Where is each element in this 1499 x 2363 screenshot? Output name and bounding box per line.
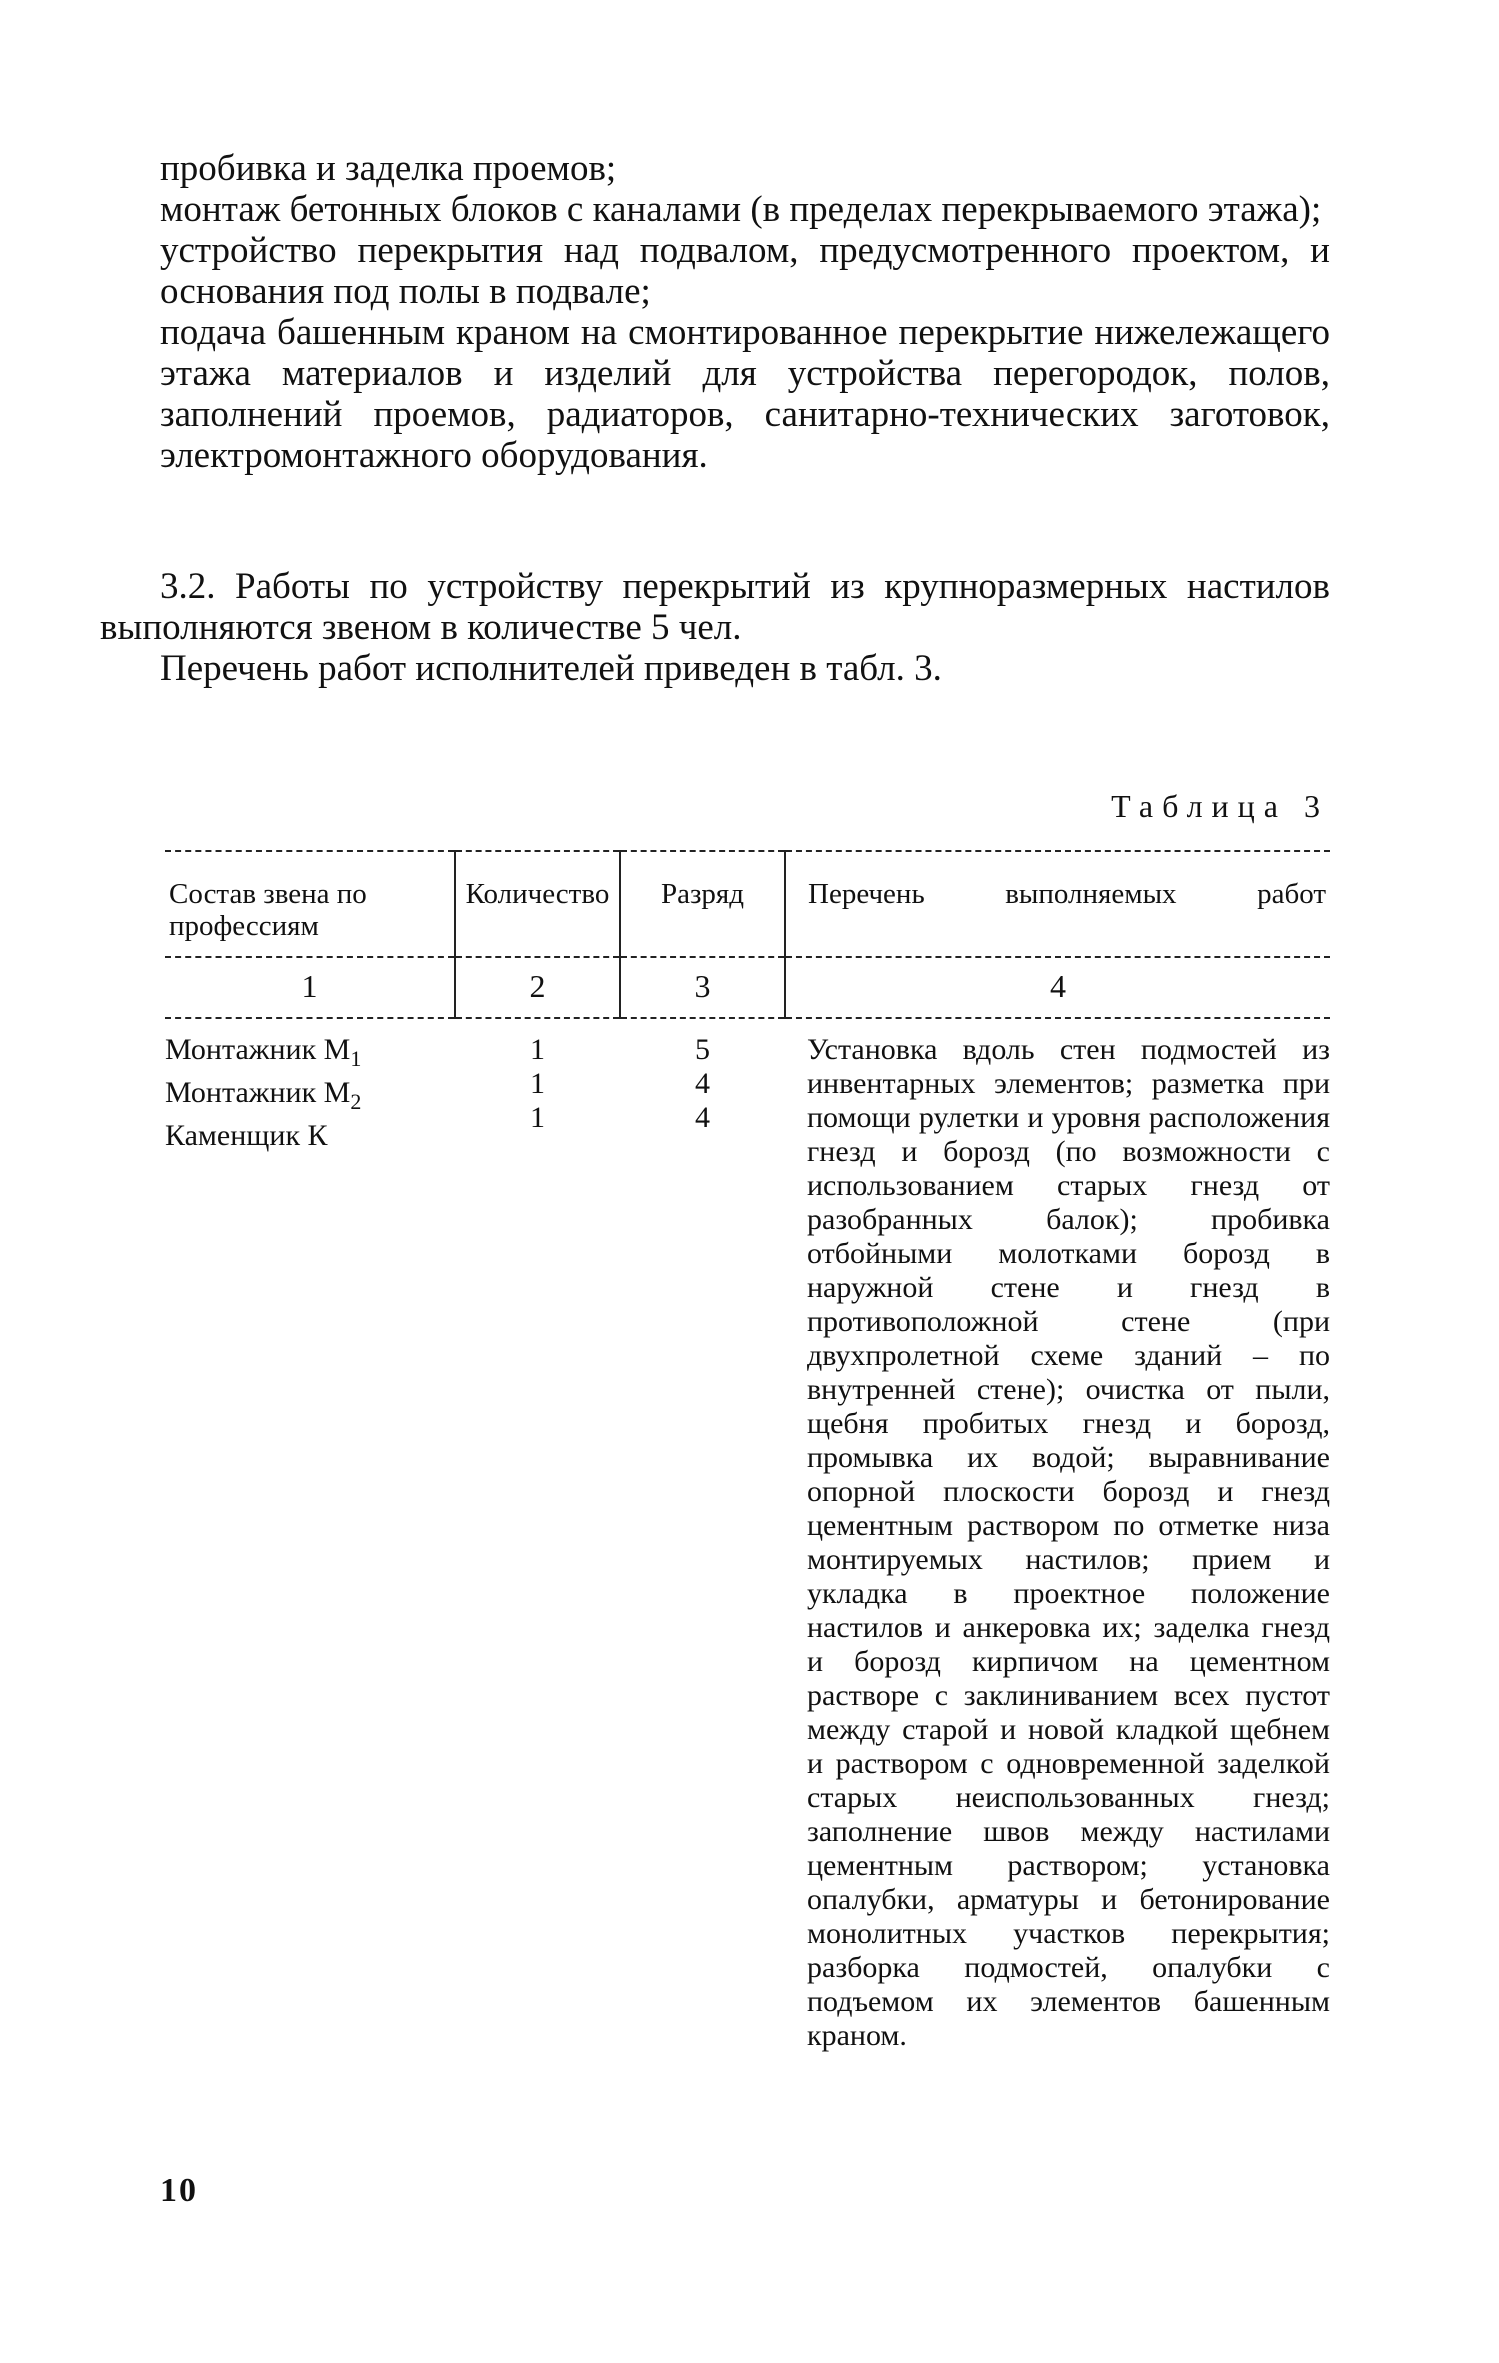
table-row: Монтажник $М_2$	[165, 1076, 362, 1114]
column-number: 1	[165, 957, 455, 1018]
table-reference	[160, 648, 1330, 689]
grade-list	[620, 1018, 785, 2053]
works-description: Установка вдоль стен подмостей из инвентарных элементов; разметка при помощи рулетки и уровня расположения гнезд и борозд (по возможности с использованием старых гнезд от разобранных балок); пробивка отбойными молотками борозд в наружной стене и гнезд в противоположной стене (при двухпролетной схеме зданий – по внутренней стене); очистка от пыли, щебня пробитых гнезд и борозд, промывка их водой; выравнивание опорной плоскости борозд и гнезд цементным раствором по отметке низа монтируемых настилов; прием и укладка в проектное положение настилов и анкеровка их; заделка гнезд и борозд кирпичом на цементном растворе с заклиниванием всех пустот между старой и новой кладкой щебнем и раствором с одновременной заделкой старых неиспользованных гнезд; заполнение швов между настилами цементным раствором; установка опалубки, арматуры и бетонирование монолитных участков перекрытия; разборка подмостей, опалубки с подъемом их элементов башенным краном.	[807, 1033, 1330, 2052]
quantity-value: 1	[530, 1033, 545, 1066]
crew-table	[165, 850, 1330, 2053]
grade-value: 4	[695, 1101, 710, 1134]
column-number: 4	[1050, 968, 1066, 1004]
intro-list	[160, 148, 1330, 476]
table-row: Каменщик К	[165, 1119, 328, 1152]
grade-value: 5	[695, 1033, 710, 1066]
column-number: 3	[620, 957, 785, 1018]
grade-value: 4	[695, 1067, 710, 1100]
quantity-value: 1	[530, 1101, 545, 1134]
header-grade: Разряд	[620, 851, 785, 957]
header-profession: Состав звена по профессиям	[165, 851, 455, 957]
table-caption: Таблица 3	[1111, 788, 1329, 824]
intro-item: подача башенным краном на смонтированное перекрытие нижележащего этажа материалов и изделий для устройства перегородок, полов, заполнений проемов, радиаторов, санитарно-технических заготовок, электромонтажного оборудования.	[160, 312, 1330, 476]
header-quantity: Количество	[455, 851, 620, 957]
header-works: Перечень выполняемых работ	[785, 851, 1330, 957]
intro-item: устройство перекрытия над подвалом, предусмотренного проектом, и основания под полы в подвале;	[160, 230, 1330, 312]
profession-list	[165, 1018, 455, 2053]
section-3-2-text: 3.2. Работы по устройству перекрытий из крупноразмерных настилов выполняются звеном в количестве 5 чел.	[100, 566, 1330, 648]
intro-item: пробивка и заделка проемов;	[160, 148, 617, 189]
section-3-2	[100, 566, 1330, 648]
table-reference-text: Перечень работ исполнителей приведен в табл. 3.	[160, 648, 942, 689]
table-row: Монтажник $М_1$	[165, 1033, 362, 1071]
intro-item: монтаж бетонных блоков с каналами (в пределах перекрываемого этажа);	[160, 189, 1322, 230]
column-number: 2	[455, 957, 620, 1018]
page-number: 10	[160, 2172, 198, 2209]
quantity-value: 1	[530, 1067, 545, 1100]
quantity-list	[455, 1018, 620, 2053]
